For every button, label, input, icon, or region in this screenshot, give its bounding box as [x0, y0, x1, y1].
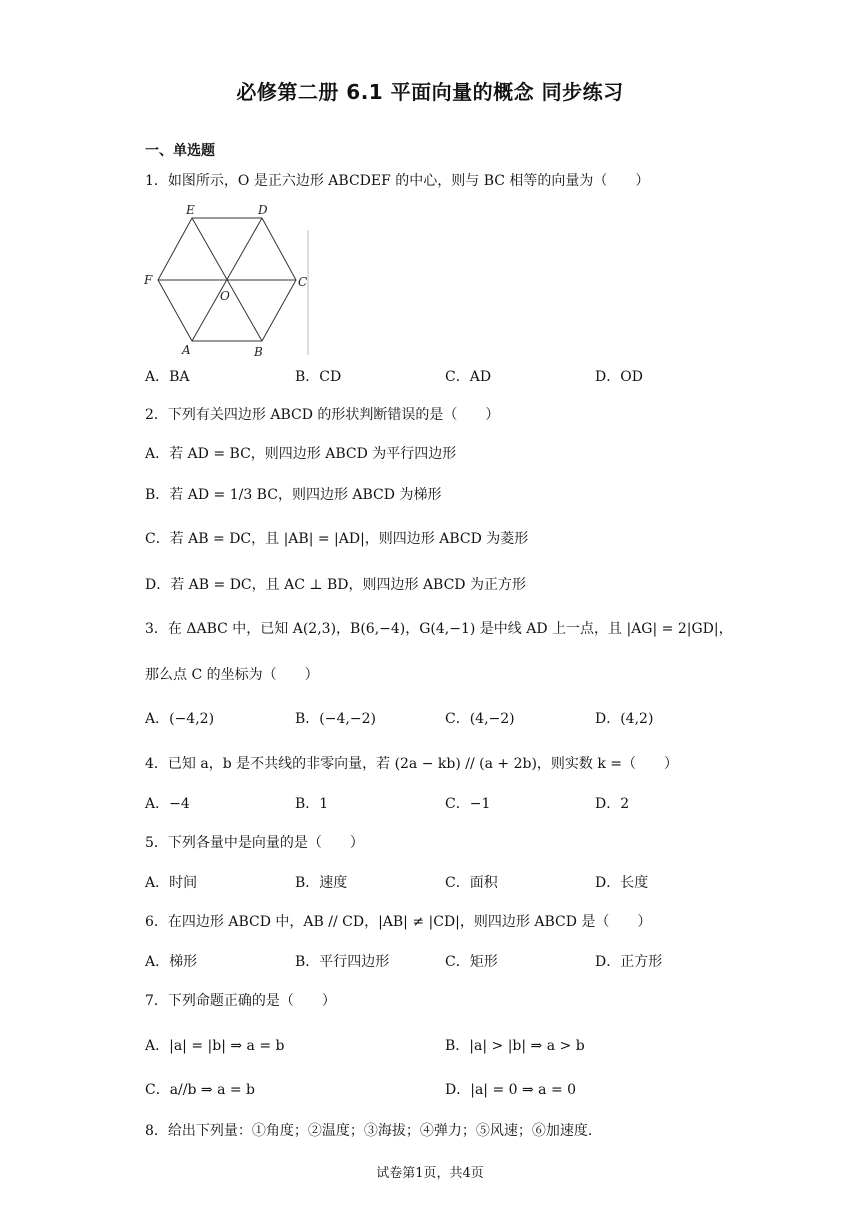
q6-option-b: B．平行四边形 — [295, 954, 390, 970]
q7-option-b: B．|a| > |b| ⇒ a > b — [445, 1038, 585, 1054]
q2-option-b: B．若 AD = 1/3 BC，则四边形 ABCD 为梯形 — [145, 487, 442, 503]
question-6-stem: 6．在四边形 ABCD 中，AB // CD，|AB| ≠ |CD|，则四边形 ABCD 是（ ） — [145, 914, 652, 930]
page-title: 必修第二册 6.1 平面向量的概念 同步练习 — [236, 80, 624, 104]
vertex-label-d: D — [258, 203, 268, 217]
question-2-stem: 2．下列有关四边形 ABCD 的形状判断错误的是（ ） — [145, 407, 500, 423]
question-1-stem: 1．如图所示，O 是正六边形 ABCDEF 的中心，则与 BC 相等的向量为（ ） — [145, 173, 650, 189]
q4-option-a: A．−4 — [145, 796, 190, 812]
question-8-stem: 8．给出下列量：①角度；②温度；③海拔；④弹力；⑤风速；⑥加速度. — [145, 1123, 593, 1139]
q1-option-a: A．BA — [145, 369, 190, 385]
q6-option-c: C．矩形 — [445, 954, 498, 970]
q4-option-c: C．−1 — [445, 796, 491, 812]
vertex-label-a: A — [182, 343, 191, 357]
question-5-stem: 5．下列各量中是向量的是（ ） — [145, 835, 364, 851]
q2-option-a: A．若 AD = BC，则四边形 ABCD 为平行四边形 — [145, 446, 457, 462]
vertex-label-b: B — [254, 345, 263, 359]
q7-option-a: A．|a| = |b| ⇒ a = b — [145, 1038, 285, 1054]
q6-option-d: D．正方形 — [595, 954, 663, 970]
vertex-label-f: F — [144, 273, 153, 287]
q3-option-b: B．(−4,−2) — [295, 711, 376, 727]
vertex-label-c: C — [298, 275, 308, 289]
q5-option-d: D．长度 — [595, 875, 649, 891]
question-4-stem: 4．已知 a，b 是不共线的非零向量，若 (2a − kb) // (a + 2b)，则实数 k =（ ） — [145, 756, 679, 772]
hexagon-figure — [140, 200, 315, 360]
q6-option-a: A．梯形 — [145, 954, 198, 970]
q3-option-d: D．(4,2) — [595, 711, 654, 727]
q7-option-d: D．|a| = 0 ⇒ a = 0 — [445, 1082, 577, 1098]
question-3-stem-cont: 那么点 C 的坐标为（ ） — [145, 667, 319, 683]
q4-option-b: B．1 — [295, 796, 329, 812]
q1-option-b: B．CD — [295, 369, 342, 385]
q4-option-d: D．2 — [595, 796, 630, 812]
section-heading: 一、单选题 — [145, 143, 215, 159]
q7-option-c: C．a//b ⇒ a = b — [145, 1082, 256, 1098]
question-7-stem: 7．下列命题正确的是（ ） — [145, 993, 336, 1009]
q2-option-d: D．若 AB = DC，且 AC ⊥ BD，则四边形 ABCD 为正方形 — [145, 577, 526, 593]
q5-option-c: C．面积 — [445, 875, 498, 891]
q1-option-c: C．AD — [445, 369, 492, 385]
q3-option-c: C．(4,−2) — [445, 711, 515, 727]
question-3-stem: 3．在 ΔABC 中，已知 A(2,3)，B(6,−4)，G(4,−1) 是中线 AD 上一点，且 |AG| = 2|GD|， — [145, 621, 733, 637]
vertex-label-e: E — [186, 203, 195, 217]
vertex-label-o: O — [220, 289, 230, 303]
q3-option-a: A．(−4,2) — [145, 711, 215, 727]
page-footer: 试卷第1页，共4页 — [376, 1166, 484, 1181]
q5-option-b: B．速度 — [295, 875, 348, 891]
q1-option-d: D．OD — [595, 369, 643, 385]
q2-option-c: C．若 AB = DC，且 |AB| = |AD|，则四边形 ABCD 为菱形 — [145, 531, 529, 547]
q5-option-a: A．时间 — [145, 875, 198, 891]
